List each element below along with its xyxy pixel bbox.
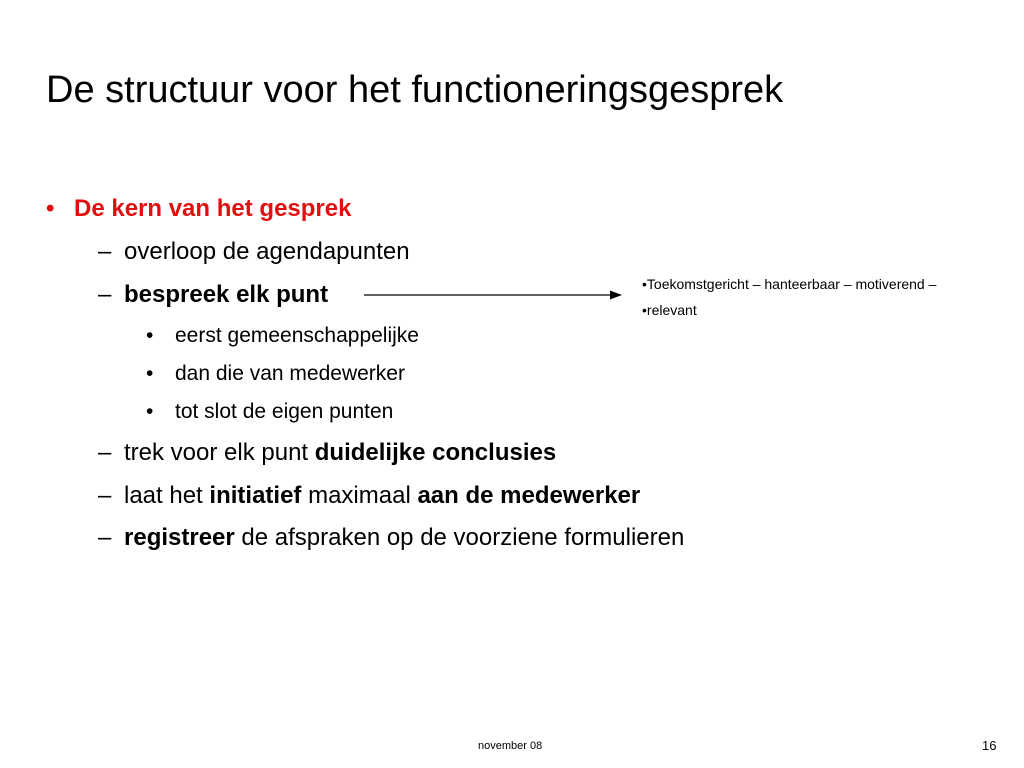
dot-marker: • [146, 400, 154, 423]
main-bullet-marker: • [46, 195, 55, 222]
dot-marker: • [146, 362, 154, 385]
sub-item-text: trek voor elk punt [124, 439, 315, 466]
sub-item-content [124, 523, 684, 553]
sub-item-text: de afspraken op de voorziene formulieren [234, 524, 685, 551]
slide-title: De structuur voor het functioneringsgesprek [46, 69, 784, 111]
page-number: 16 [982, 738, 997, 753]
sub-sub-item-text: eerst gemeenschappelijke [175, 324, 419, 347]
arrow-connector-icon [360, 285, 630, 305]
sub-item-bold: initiatief [209, 482, 302, 509]
sub-item-text: bespreek elk punt [124, 281, 329, 308]
sub-item-bold: registreer [124, 524, 235, 551]
sub-item-text: laat het [124, 482, 210, 509]
sub-item-text: overloop de agendapunten [124, 238, 410, 265]
sub-item-bold: aan de medewerker [417, 482, 641, 509]
sub-sub-item-text: dan die van medewerker [175, 362, 405, 385]
sub-item-text: maximaal [301, 482, 418, 509]
dash-marker: – [98, 439, 112, 466]
sub-sub-item-text: tot slot de eigen punten [175, 400, 394, 423]
dash-marker: – [98, 238, 112, 265]
dash-marker: – [98, 281, 112, 308]
sub-item-content [124, 438, 556, 468]
dash-marker: – [98, 482, 112, 509]
dash-marker: – [98, 524, 112, 551]
sub-item-content [124, 481, 640, 511]
annotation-line-1: •Toekomstgericht – hanteerbaar – motiverend – [642, 276, 937, 292]
main-bullet-text: De kern van het gesprek [74, 195, 352, 222]
dot-marker: • [146, 324, 154, 347]
sub-item-bold: duidelijke conclusies [314, 439, 557, 466]
annotation-line-2: •relevant [642, 302, 697, 318]
footer-date: november 08 [478, 740, 543, 752]
